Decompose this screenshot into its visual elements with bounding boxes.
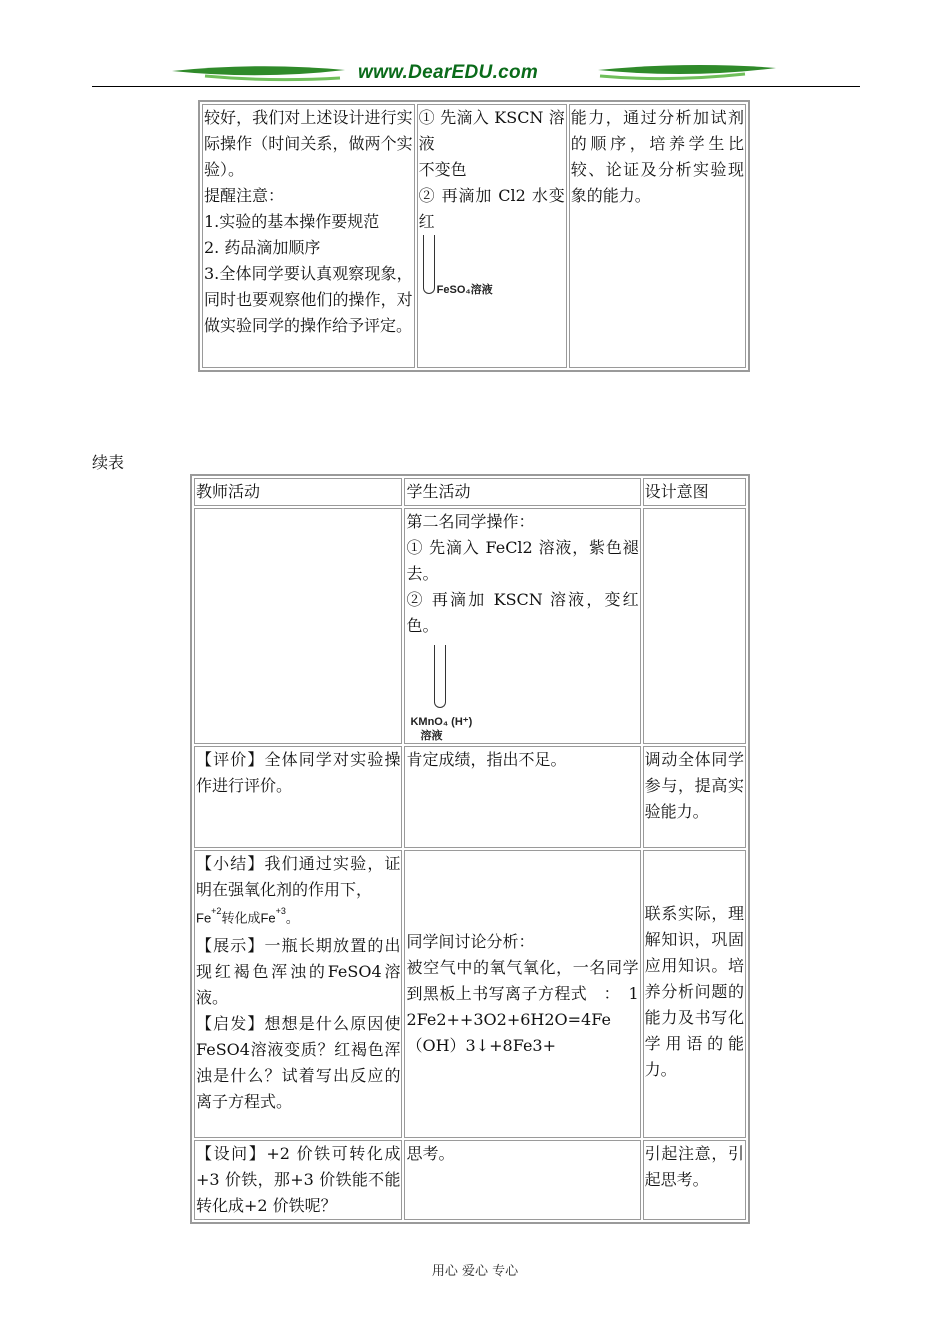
- summary-text: 【小结】我们通过实验，证明在强氧化剂的作用下，: [196, 854, 401, 899]
- teacher-activity-cell: [194, 850, 402, 1138]
- teacher-activity-cell: [202, 104, 415, 368]
- table-row: [194, 1140, 746, 1220]
- fe-end-mark: 。: [285, 910, 299, 926]
- student-activity-cell: [404, 508, 640, 744]
- table-row: [194, 746, 746, 848]
- student-activity-text: 第二名同学操作： ① 先滴入 FeCl2 溶液，紫色褪去。 ② 再滴加 KSCN 溶液，变红色。: [406, 512, 639, 635]
- lesson-table-part1: [198, 100, 750, 372]
- table-row: [202, 104, 746, 368]
- student-activity-cell: 思考。: [404, 1140, 640, 1220]
- design-intent-cell: [569, 104, 746, 368]
- table-row: [194, 850, 746, 1138]
- teacher-activity-cell: 【评价】全体同学对实验操作进行评价。: [194, 746, 402, 848]
- table-header-row: [194, 478, 746, 506]
- tube-label-2: 溶液: [420, 730, 443, 742]
- page-footer: 用心 爱心 专心: [431, 1264, 519, 1279]
- teacher-activity-cell: [194, 508, 402, 744]
- site-logo-text[interactable]: www.DearEDU.com: [358, 62, 539, 83]
- student-activity-cell: [404, 850, 640, 1138]
- design-intent-cell: 联系实际，理解知识，巩固应用知识。培养分析问题的能力及书写化学用语的能力。: [643, 850, 746, 1138]
- iron-oxidation-formula: [196, 907, 400, 925]
- fe-plus2: Fe: [196, 910, 212, 926]
- design-intent-cell: [643, 508, 746, 744]
- test-tube-icon: [434, 645, 446, 708]
- tube-label: FeSO₄溶液: [436, 284, 493, 296]
- test-tube-icon: [423, 235, 435, 294]
- fe-plus3-charge: +3: [275, 906, 286, 916]
- tube-label: KMnO₄ (H⁺): [410, 716, 473, 728]
- fe-plus2-charge: +2: [211, 906, 222, 916]
- test-tube-figure: [406, 639, 638, 742]
- fe-convert-text: 转化成: [221, 910, 261, 926]
- design-intent-cell: 引起注意，引起思考。: [643, 1140, 746, 1220]
- design-intent-text: 能力，通过分析加试剂的顺序，培养学生比较、论证及分析实验现象的能力。: [570, 108, 744, 205]
- column-header-intent: 设计意图: [643, 478, 746, 506]
- fe-plus3: Fe: [260, 910, 276, 926]
- header-divider: [92, 86, 860, 87]
- column-header-teacher: 教师活动: [194, 478, 402, 506]
- lesson-table-part2: [190, 474, 750, 1224]
- student-activity-cell: [417, 104, 567, 368]
- student-activity-cell: 肯定成绩，指出不足。: [404, 746, 640, 848]
- student-activity-text: ① 先滴入 KSCN 溶液 不变色 ② 再滴加 Cl2 水变红: [418, 108, 565, 231]
- teacher-activity-text: 较好，我们对上述设计进行实际操作（时间关系，做两个实验）。 提醒注意： 1.实验的基本操作要规范 2. 药品滴加顺序 3.全体同学要认真观察现象，同时也要观察他们的操作，对做实验同学的操作给予评定。: [204, 108, 413, 335]
- design-intent-cell: 调动全体同学参与，提高实验能力。: [643, 746, 746, 848]
- teacher-activity-cell: 【设问】+2 价铁可转化成+3 价铁，那+3 价铁能不能转化成+2 价铁呢？: [194, 1140, 402, 1220]
- test-tube-figure: [419, 235, 565, 305]
- student-activity-text: 同学间讨论分析： 被空气中的氧气氧化，一名同学到黑板上书写离子方程式 ： 12Fe2++3O2+6H2O=4Fe（OH）3↓+8Fe3+: [406, 932, 639, 1055]
- table-row: [194, 508, 746, 744]
- page-header: [0, 58, 950, 92]
- continued-table-label: 续表: [92, 453, 125, 472]
- column-header-student: 学生活动: [404, 478, 640, 506]
- display-and-prompt-text: 【展示】一瓶长期放置的出现红褐色浑浊的FeSO4溶液。 【启发】想想是什么原因使FeSO4溶液变质？红褐色浑浊是什么？试着写出反应的离子方程式。: [196, 936, 401, 1112]
